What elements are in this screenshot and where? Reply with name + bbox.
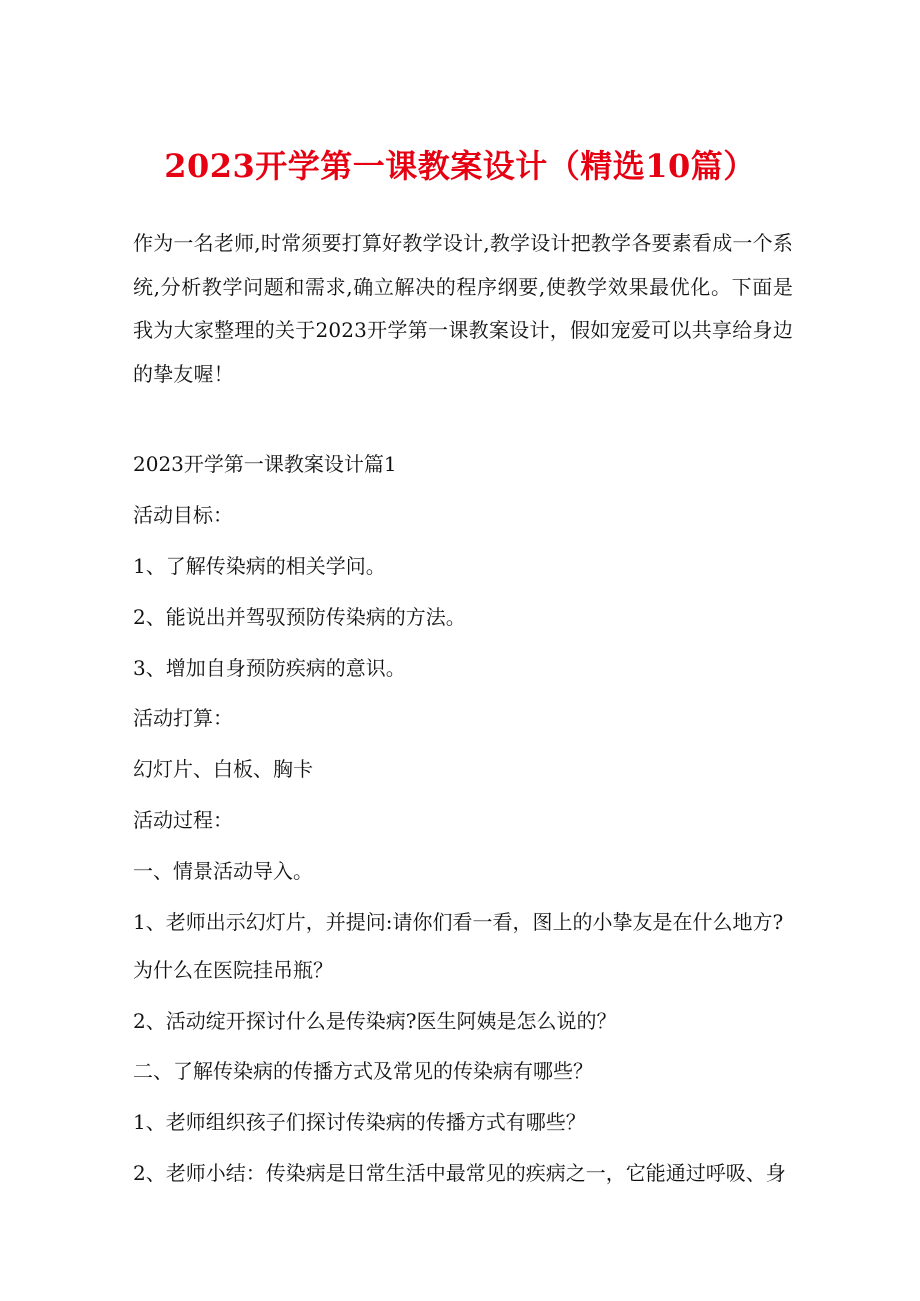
activity-process-heading: 活动过程：: [133, 807, 233, 832]
section-heading: 2023开学第一课教案设计篇1: [133, 452, 397, 477]
document-title: 2023开学第一课教案设计（精选10篇）: [164, 147, 756, 185]
intro-paragraph: 作为一名老师,时常须要打算好教学设计,教学设计把教学各要素看成一个系统,分析教学问题和需求,确立解决的程序纲要,使教学效果最优化。下面是我为大家整理的关于2023开学第一课教案设计，假如宠爱可以共享给身边的挚友喔！: [133, 231, 793, 386]
paragraph-spacer: [133, 396, 793, 439]
document-body: [133, 222, 793, 1198]
activity-prep-heading: 活动打算：: [133, 706, 233, 731]
goal-item-3: 3、增加自身预防疾病的意识。: [133, 655, 406, 680]
process-step-1-item-1: 1、老师出示幻灯片，并提问:请你们看一看，图上的小挚友是在什么地方?为什么在医院挂吊瓶？: [133, 909, 784, 982]
activity-goal-heading: 活动目标：: [133, 503, 233, 528]
process-step-2-item-2: 2、老师小结：传染病是日常生活中最常见的疾病之一，它能通过呼吸、身: [133, 1160, 786, 1185]
process-step-2-heading: 二、了解传染病的传播方式及常见的传染病有哪些？: [133, 1059, 593, 1084]
goal-item-2: 2、能说出并驾驭预防传染病的方法。: [133, 604, 466, 629]
process-step-1-item-2: 2、活动绽开探讨什么是传染病?医生阿姨是怎么说的？: [133, 1008, 617, 1033]
activity-prep-items: 幻灯片、白板、胸卡: [133, 757, 313, 782]
goal-item-1: 1、了解传染病的相关学问。: [133, 553, 386, 578]
process-step-1-heading: 一、情景活动导入。: [133, 858, 313, 883]
process-step-2-item-1: 1、老师组织孩子们探讨传染病的传播方式有哪些？: [133, 1110, 586, 1135]
